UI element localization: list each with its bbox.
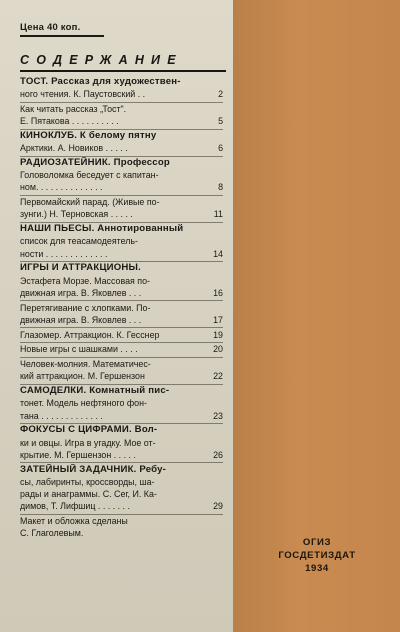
toc-line: Новые игры с шашками . . . . <box>20 344 138 355</box>
toc-page-number: 29 <box>213 501 223 512</box>
toc-entry <box>20 223 223 260</box>
toc-entry <box>20 343 223 355</box>
toc-entry <box>20 103 223 127</box>
publisher-line-ogiz: ОГИЗ <box>302 537 332 548</box>
toc-page-number: 16 <box>213 287 223 298</box>
toc-line: список для теасамодеятель- <box>20 236 138 247</box>
toc-page-number: 20 <box>213 344 223 355</box>
toc-line: ном. . . . . . . . . . . . . . <box>20 182 103 193</box>
toc-page-number: 17 <box>213 314 223 325</box>
toc-section-heading-line: ИГРЫ И АТТРАКЦИОНЫ. <box>20 262 142 274</box>
toc-line: ки и овцы. Игра в угадку. Мое от- <box>20 437 156 448</box>
toc-line: Арктики. А. Новиков . . . . . <box>20 143 128 154</box>
toc-section-heading-line: ТОСТ. Рассказ для художествен- <box>20 76 181 87</box>
toc-line: Перетягивание с хлопками. По- <box>20 302 151 313</box>
title-underline <box>20 70 226 72</box>
toc-line: С. Глаголевым. <box>20 528 84 539</box>
toc-entry <box>20 385 223 422</box>
toc-line: Головоломка беседует с капитан- <box>20 170 159 181</box>
toc-page-number: 26 <box>213 449 223 460</box>
toc-page-number: 8 <box>218 182 223 193</box>
toc-line: крытие. М. Гершензон . . . . . <box>20 449 136 460</box>
toc-line: сы, лабиринты, кроссворды, ша- <box>20 476 155 487</box>
toc-page-number: 11 <box>213 209 223 220</box>
toc-line: рады и анаграммы. С. Сег, И. Ка- <box>20 488 157 499</box>
toc-line: зунги.) Н. Терновская . . . . . <box>20 209 133 220</box>
toc-line: Макет и обложка сделаны <box>20 516 128 526</box>
toc-page-number: 19 <box>213 329 223 340</box>
toc-section-heading-line: САМОДЕЛКИ. Комнатный пис- <box>20 385 170 397</box>
toc-line: Эстафета Морзе. Массовая по- <box>20 275 150 286</box>
toc-line: димов, Т. Лифшиц . . . . . . . <box>20 501 130 512</box>
toc-entry <box>20 302 223 326</box>
toc-line: Е. Пятакова . . . . . . . . . . <box>20 116 119 127</box>
toc-entry <box>20 358 223 382</box>
toc-page-number: 14 <box>213 248 223 259</box>
toc-entry <box>20 262 223 299</box>
toc-line: Человек-молния. Математичес- <box>20 359 151 370</box>
toc-entry <box>20 424 223 461</box>
publisher-year: 1934 <box>305 563 329 574</box>
publisher-line-gosdetizdat: ГОСДЕТИЗДАТ <box>278 550 356 561</box>
toc-line: движная игра. В. Яковлев . . . <box>20 287 142 298</box>
toc-line: Глазомер. Аттракцион. К. Гесснер <box>20 329 160 340</box>
toc-entry <box>20 196 223 220</box>
toc-section-heading-line: НАШИ ПЬЕСЫ. Аннотированный <box>20 223 184 235</box>
toc-line: тонет. Модель нефтяного фон- <box>20 398 147 409</box>
toc-line: ного чтения. К. Паустовский . . <box>20 89 146 100</box>
toc-section-heading-line: КИНОКЛУБ. К белому пятну <box>20 130 157 141</box>
toc-page-number: 2 <box>218 89 223 100</box>
contents-title: СОДЕРЖАНИЕ <box>20 53 183 67</box>
toc-line: Первомайский парад. (Живые по- <box>20 197 160 208</box>
toc-line: Как читать рассказ „Тост". <box>20 104 127 114</box>
toc-page-number: 22 <box>213 371 223 382</box>
price-label: Цена 40 коп. <box>20 22 104 37</box>
toc-entry <box>20 157 223 194</box>
toc-entry <box>20 130 223 154</box>
toc-page-number: 5 <box>218 116 223 127</box>
toc-line: кий аттракцион. М. Гершензон <box>20 371 145 382</box>
toc-entry <box>20 464 223 513</box>
toc-line: тана . . . . . . . . . . . . . <box>20 410 103 421</box>
toc-entry <box>20 329 223 341</box>
toc-line: движная игра. В. Яковлев . . . <box>20 314 142 325</box>
toc-section-heading-line: РАДИОЗАТЕЙНИК. Профессор <box>20 157 170 168</box>
toc-entry <box>20 515 223 539</box>
toc-section-heading-line: ЗАТЕЙНЫЙ ЗАДАЧНИК. Ребу- <box>20 463 167 475</box>
toc-section-heading-line: ФОКУСЫ С ЦИФРАМИ. Вол- <box>20 424 158 436</box>
toc-entry <box>20 76 223 100</box>
toc-page-number: 6 <box>218 143 223 154</box>
toc-line: ности . . . . . . . . . . . . . <box>20 248 108 259</box>
publisher-block <box>258 536 376 575</box>
toc-page-number: 23 <box>213 410 223 421</box>
